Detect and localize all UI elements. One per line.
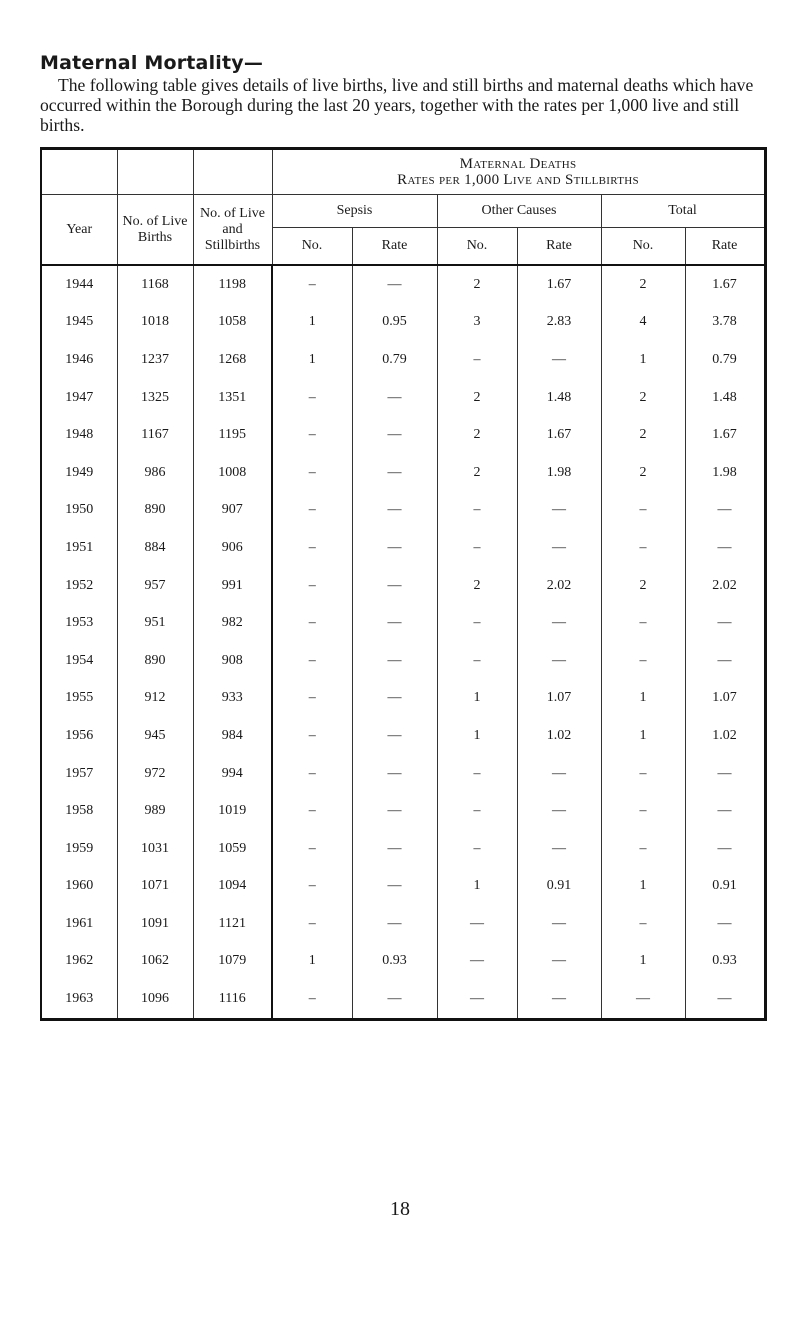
cell-live-and-still: 1058	[193, 304, 272, 342]
cell-total-no: 1	[601, 943, 685, 981]
cell-live-births: 1031	[117, 830, 193, 868]
cell-live-births: 1062	[117, 943, 193, 981]
cell-other-rate: 1.07	[517, 680, 601, 718]
cell-year: 1948	[41, 416, 117, 454]
header-other-causes: Other Causes	[437, 195, 601, 228]
cell-year: 1944	[41, 265, 117, 304]
header-sepsis: Sepsis	[272, 195, 437, 228]
table-row	[41, 567, 765, 605]
cell-total-no: 2	[601, 416, 685, 454]
cell-year: 1949	[41, 454, 117, 492]
cell-sepsis-rate: —	[352, 755, 437, 793]
table-row	[41, 680, 765, 718]
cell-live-and-still: 1094	[193, 868, 272, 906]
cell-live-and-still: 1195	[193, 416, 272, 454]
cell-total-rate: 3.78	[685, 304, 765, 342]
cell-other-rate: —	[517, 943, 601, 981]
cell-live-and-still: 982	[193, 604, 272, 642]
cell-total-no: 4	[601, 304, 685, 342]
cell-other-no: 2	[437, 416, 517, 454]
cell-live-and-still: 906	[193, 529, 272, 567]
cell-live-and-still: 994	[193, 755, 272, 793]
cell-other-no: —	[437, 905, 517, 943]
cell-live-and-still: 1059	[193, 830, 272, 868]
cell-year: 1950	[41, 492, 117, 530]
cell-live-and-still: 1079	[193, 943, 272, 981]
cell-total-no: –	[601, 642, 685, 680]
cell-live-and-still: 1008	[193, 454, 272, 492]
cell-other-rate: —	[517, 755, 601, 793]
cell-total-no: –	[601, 792, 685, 830]
cell-sepsis-no: –	[272, 416, 352, 454]
cell-total-rate: 1.07	[685, 680, 765, 718]
cell-total-rate: —	[685, 980, 765, 1019]
cell-other-no: –	[437, 642, 517, 680]
cell-other-rate: —	[517, 604, 601, 642]
cell-other-rate: —	[517, 980, 601, 1019]
cell-live-and-still: 1198	[193, 265, 272, 304]
cell-sepsis-no: –	[272, 868, 352, 906]
cell-total-no: 1	[601, 680, 685, 718]
table-row	[41, 341, 765, 379]
cell-other-rate: —	[517, 642, 601, 680]
cell-live-births: 1018	[117, 304, 193, 342]
cell-total-no: 2	[601, 265, 685, 304]
cell-total-no: 1	[601, 717, 685, 755]
table-row	[41, 830, 765, 868]
cell-total-rate: —	[685, 830, 765, 868]
blank-header-live	[117, 149, 193, 195]
cell-other-no: –	[437, 604, 517, 642]
group-header-line2: Rates per 1,000 Live and Stillbirths	[397, 172, 639, 188]
header-total-no: No.	[601, 228, 685, 266]
header-sepsis-rate: Rate	[352, 228, 437, 266]
cell-total-no: –	[601, 492, 685, 530]
cell-other-no: –	[437, 830, 517, 868]
cell-other-no: –	[437, 755, 517, 793]
cell-sepsis-no: 1	[272, 943, 352, 981]
cell-sepsis-rate: —	[352, 642, 437, 680]
cell-year: 1945	[41, 304, 117, 342]
cell-other-no: 1	[437, 717, 517, 755]
cell-live-births: 890	[117, 642, 193, 680]
cell-other-rate: —	[517, 830, 601, 868]
cell-sepsis-no: –	[272, 642, 352, 680]
cell-other-no: –	[437, 529, 517, 567]
table-row	[41, 265, 765, 304]
cell-other-rate: —	[517, 492, 601, 530]
cell-total-no: 2	[601, 379, 685, 417]
cell-live-births: 884	[117, 529, 193, 567]
cell-other-rate: —	[517, 529, 601, 567]
cell-total-rate: —	[685, 792, 765, 830]
cell-total-no: 2	[601, 454, 685, 492]
cell-total-rate: —	[685, 492, 765, 530]
cell-sepsis-rate: —	[352, 905, 437, 943]
header-sepsis-no: No.	[272, 228, 352, 266]
page-number: 18	[390, 1198, 410, 1220]
cell-live-births: 1167	[117, 416, 193, 454]
cell-other-rate: —	[517, 341, 601, 379]
cell-year: 1951	[41, 529, 117, 567]
cell-sepsis-no: –	[272, 492, 352, 530]
cell-year: 1955	[41, 680, 117, 718]
cell-total-rate: 2.02	[685, 567, 765, 605]
cell-year: 1963	[41, 980, 117, 1019]
cell-year: 1956	[41, 717, 117, 755]
cell-year: 1947	[41, 379, 117, 417]
cell-sepsis-no: –	[272, 830, 352, 868]
cell-sepsis-rate: —	[352, 830, 437, 868]
cell-live-births: 951	[117, 604, 193, 642]
cell-live-births: 912	[117, 680, 193, 718]
cell-year: 1953	[41, 604, 117, 642]
cell-total-rate: 0.91	[685, 868, 765, 906]
cell-other-no: 1	[437, 868, 517, 906]
cell-sepsis-no: –	[272, 680, 352, 718]
cell-live-and-still: 1351	[193, 379, 272, 417]
cell-live-and-still: 1268	[193, 341, 272, 379]
cell-live-and-still: 1121	[193, 905, 272, 943]
cell-live-births: 957	[117, 567, 193, 605]
cell-total-no: 1	[601, 868, 685, 906]
cell-other-no: —	[437, 980, 517, 1019]
table-row	[41, 604, 765, 642]
cell-total-rate: —	[685, 529, 765, 567]
cell-sepsis-no: –	[272, 905, 352, 943]
table-body	[41, 265, 765, 1019]
header-year: Year	[41, 195, 117, 266]
cell-total-rate: 1.02	[685, 717, 765, 755]
cell-year: 1960	[41, 868, 117, 906]
cell-sepsis-rate: —	[352, 792, 437, 830]
cell-live-births: 945	[117, 717, 193, 755]
cell-other-rate: 1.02	[517, 717, 601, 755]
cell-live-births: 989	[117, 792, 193, 830]
cell-other-rate: —	[517, 792, 601, 830]
cell-other-rate: 1.67	[517, 416, 601, 454]
table-row	[41, 492, 765, 530]
cell-total-rate: 1.48	[685, 379, 765, 417]
cell-year: 1957	[41, 755, 117, 793]
cell-sepsis-no: –	[272, 792, 352, 830]
cell-total-no: —	[601, 980, 685, 1019]
cell-total-rate: —	[685, 755, 765, 793]
cell-live-births: 1091	[117, 905, 193, 943]
section-heading: Maternal Mortality—	[40, 52, 264, 74]
cell-total-rate: 1.67	[685, 416, 765, 454]
blank-header-still	[193, 149, 272, 195]
cell-other-rate: 2.02	[517, 567, 601, 605]
cell-live-births: 1096	[117, 980, 193, 1019]
cell-total-no: –	[601, 755, 685, 793]
cell-other-rate: 0.91	[517, 868, 601, 906]
cell-total-rate: 1.98	[685, 454, 765, 492]
cell-live-births: 1325	[117, 379, 193, 417]
table-row	[41, 755, 765, 793]
cell-live-and-still: 1019	[193, 792, 272, 830]
cell-other-rate: 1.48	[517, 379, 601, 417]
cell-other-no: 2	[437, 265, 517, 304]
cell-sepsis-rate: —	[352, 604, 437, 642]
table-row	[41, 529, 765, 567]
cell-sepsis-no: –	[272, 529, 352, 567]
cell-other-rate: —	[517, 905, 601, 943]
cell-live-and-still: 908	[193, 642, 272, 680]
cell-sepsis-rate: —	[352, 379, 437, 417]
cell-live-and-still: 907	[193, 492, 272, 530]
cell-sepsis-rate: —	[352, 492, 437, 530]
cell-other-no: 2	[437, 379, 517, 417]
cell-live-births: 972	[117, 755, 193, 793]
cell-year: 1946	[41, 341, 117, 379]
table-row	[41, 379, 765, 417]
table-row	[41, 416, 765, 454]
cell-sepsis-no: –	[272, 604, 352, 642]
cell-sepsis-rate: —	[352, 567, 437, 605]
cell-live-births: 1071	[117, 868, 193, 906]
table-row	[41, 454, 765, 492]
cell-other-rate: 2.83	[517, 304, 601, 342]
cell-other-no: 1	[437, 680, 517, 718]
table-row	[41, 792, 765, 830]
cell-year: 1954	[41, 642, 117, 680]
maternal-deaths-group-header	[272, 149, 765, 195]
table-row	[41, 905, 765, 943]
cell-other-rate: 1.98	[517, 454, 601, 492]
table-row	[41, 717, 765, 755]
table-row	[41, 868, 765, 906]
table-row	[41, 642, 765, 680]
intro-paragraph: The following table gives details of live births, live and still births and maternal deaths which have occurred within the Borough during the last 20 years, together with the rates per 1,000 live and still births.	[40, 75, 754, 135]
cell-other-no: 2	[437, 567, 517, 605]
cell-sepsis-no: –	[272, 717, 352, 755]
header-other-no: No.	[437, 228, 517, 266]
cell-total-rate: —	[685, 604, 765, 642]
cell-sepsis-rate: 0.93	[352, 943, 437, 981]
cell-sepsis-rate: —	[352, 680, 437, 718]
blank-header-year	[41, 149, 117, 195]
cell-sepsis-rate: —	[352, 416, 437, 454]
cell-year: 1952	[41, 567, 117, 605]
cell-total-rate: 0.93	[685, 943, 765, 981]
cell-other-no: 3	[437, 304, 517, 342]
cell-sepsis-rate: —	[352, 529, 437, 567]
cell-year: 1958	[41, 792, 117, 830]
header-total-rate: Rate	[685, 228, 765, 266]
cell-sepsis-no: –	[272, 755, 352, 793]
cell-total-no: –	[601, 604, 685, 642]
header-other-rate: Rate	[517, 228, 601, 266]
cell-sepsis-rate: —	[352, 454, 437, 492]
cell-sepsis-rate: 0.79	[352, 341, 437, 379]
cell-live-births: 1237	[117, 341, 193, 379]
header-total: Total	[601, 195, 765, 228]
cell-live-births: 890	[117, 492, 193, 530]
cell-year: 1962	[41, 943, 117, 981]
cell-sepsis-no: –	[272, 567, 352, 605]
cell-sepsis-rate: —	[352, 265, 437, 304]
cell-total-no: 1	[601, 341, 685, 379]
cell-other-rate: 1.67	[517, 265, 601, 304]
cell-other-no: –	[437, 492, 517, 530]
table-row	[41, 943, 765, 981]
cell-live-and-still: 984	[193, 717, 272, 755]
cell-total-rate: 1.67	[685, 265, 765, 304]
cell-other-no: —	[437, 943, 517, 981]
cell-sepsis-no: 1	[272, 304, 352, 342]
cell-total-no: 2	[601, 567, 685, 605]
cell-other-no: –	[437, 792, 517, 830]
cell-sepsis-no: 1	[272, 341, 352, 379]
cell-live-and-still: 1116	[193, 980, 272, 1019]
cell-total-rate: —	[685, 905, 765, 943]
cell-live-births: 1168	[117, 265, 193, 304]
header-live-births: No. of Live Births	[117, 195, 193, 266]
cell-other-no: 2	[437, 454, 517, 492]
header-live-and-still: No. of Live and Stillbirths	[193, 195, 272, 266]
cell-year: 1959	[41, 830, 117, 868]
table-row	[41, 304, 765, 342]
cell-sepsis-rate: —	[352, 717, 437, 755]
cell-other-no: –	[437, 341, 517, 379]
cell-live-births: 986	[117, 454, 193, 492]
cell-sepsis-rate: —	[352, 868, 437, 906]
group-header-line1: Maternal Deaths	[459, 156, 577, 172]
cell-total-no: –	[601, 529, 685, 567]
cell-sepsis-no: –	[272, 454, 352, 492]
cell-live-and-still: 933	[193, 680, 272, 718]
cell-total-no: –	[601, 830, 685, 868]
cell-sepsis-rate: —	[352, 980, 437, 1019]
cell-sepsis-no: –	[272, 980, 352, 1019]
cell-sepsis-no: –	[272, 265, 352, 304]
cell-year: 1961	[41, 905, 117, 943]
cell-total-rate: —	[685, 642, 765, 680]
table-row	[41, 980, 765, 1019]
cell-total-no: –	[601, 905, 685, 943]
cell-live-and-still: 991	[193, 567, 272, 605]
cell-sepsis-rate: 0.95	[352, 304, 437, 342]
cell-sepsis-no: –	[272, 379, 352, 417]
maternal-mortality-table	[40, 147, 767, 1021]
cell-total-rate: 0.79	[685, 341, 765, 379]
